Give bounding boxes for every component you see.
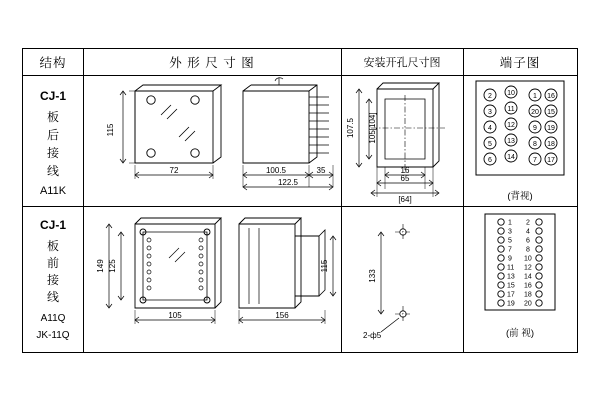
svg-text:14: 14 xyxy=(524,273,532,281)
row2-model: CJ-1 xyxy=(39,218,66,232)
dim-35: 35 xyxy=(316,166,326,175)
row1-structure-cell xyxy=(23,75,83,206)
svg-text:18: 18 xyxy=(547,141,555,148)
svg-text:17: 17 xyxy=(547,157,555,164)
dim-105: 105 xyxy=(168,311,182,320)
svg-text:13: 13 xyxy=(507,273,515,281)
row1-char-0: 板 xyxy=(46,110,59,124)
row1-char-3: 线 xyxy=(46,164,59,178)
svg-text:17: 17 xyxy=(507,291,515,299)
svg-text:6: 6 xyxy=(526,237,530,245)
svg-text:9: 9 xyxy=(508,255,512,263)
svg-text:19: 19 xyxy=(547,125,555,132)
row1-code: A11K xyxy=(39,185,67,197)
svg-text:4: 4 xyxy=(526,228,530,236)
svg-text:7: 7 xyxy=(533,157,537,164)
svg-text:15: 15 xyxy=(547,109,555,116)
row1-outline-drawing xyxy=(83,75,341,206)
svg-text:13: 13 xyxy=(507,138,515,145)
dim-125: 125 xyxy=(108,259,117,273)
svg-text:6: 6 xyxy=(488,157,492,164)
row1-terminal-caption: (背视) xyxy=(507,191,533,202)
row2-structure-cell xyxy=(23,206,83,352)
svg-text:16: 16 xyxy=(547,93,555,100)
svg-text:5: 5 xyxy=(488,141,492,148)
svg-text:11: 11 xyxy=(507,106,515,113)
svg-text:20: 20 xyxy=(531,109,539,116)
row2-char-3: 线 xyxy=(46,290,59,304)
dim-100-5: 100.5 xyxy=(265,166,287,175)
dimension-table xyxy=(22,48,578,353)
row2-code: A11Q xyxy=(40,313,66,324)
dim-156: 156 xyxy=(275,311,289,320)
row2-terminal-caption: (前 视) xyxy=(506,328,534,339)
row1-mounting-drawing xyxy=(341,75,463,206)
svg-text:1: 1 xyxy=(508,219,512,227)
svg-text:12: 12 xyxy=(507,122,515,129)
row2-mounting-drawing xyxy=(341,206,463,352)
header-terminal: 端子图 xyxy=(499,56,541,70)
svg-text:2: 2 xyxy=(526,219,530,227)
svg-text:12: 12 xyxy=(524,264,532,272)
svg-text:8: 8 xyxy=(526,246,530,254)
svg-text:18: 18 xyxy=(524,291,532,299)
dim-107-5: 107.5 xyxy=(346,117,355,139)
svg-text:16: 16 xyxy=(524,282,532,290)
dim-2-phi5: 2-ф5 xyxy=(363,331,382,340)
svg-text:15: 15 xyxy=(507,282,515,290)
svg-text:2: 2 xyxy=(488,93,492,100)
row2-char-0: 板 xyxy=(46,239,59,253)
svg-text:11: 11 xyxy=(507,264,515,272)
row2-outline-drawing xyxy=(83,206,341,352)
dim-115: 115 xyxy=(106,123,115,137)
row2-code2: JK-11Q xyxy=(36,330,70,341)
dim-16: 16 xyxy=(400,166,410,175)
svg-text:14: 14 xyxy=(507,154,515,161)
row1-terminal-diagram xyxy=(463,75,577,206)
svg-text:19: 19 xyxy=(507,300,515,308)
svg-text:1: 1 xyxy=(533,93,537,100)
svg-text:20: 20 xyxy=(524,300,532,308)
header-outline: 外 形 尺 寸 图 xyxy=(169,56,255,70)
svg-text:7: 7 xyxy=(508,246,512,254)
dim-64: [64] xyxy=(398,195,412,204)
header-mounting: 安装开孔尺寸图 xyxy=(363,57,441,69)
dim-133: 133 xyxy=(368,269,377,283)
svg-text:8: 8 xyxy=(533,141,537,148)
row2-terminal-diagram xyxy=(463,206,577,352)
svg-text:9: 9 xyxy=(533,125,537,132)
svg-text:3: 3 xyxy=(488,109,492,116)
dim-122-5: 122.5 xyxy=(277,178,299,187)
dim-105-104: 105[104] xyxy=(368,112,377,144)
svg-text:10: 10 xyxy=(524,255,532,263)
dim-72: 72 xyxy=(169,166,179,175)
row1-char-1: 后 xyxy=(46,128,59,142)
dim-115b: 115 xyxy=(320,259,329,273)
svg-text:3: 3 xyxy=(508,228,512,236)
row1-char-2: 接 xyxy=(46,146,59,160)
row2-char-1: 前 xyxy=(46,256,59,270)
svg-text:10: 10 xyxy=(507,90,515,97)
svg-text:4: 4 xyxy=(488,125,492,132)
row2-char-2: 接 xyxy=(46,273,59,287)
row1-model: CJ-1 xyxy=(39,89,66,103)
svg-text:5: 5 xyxy=(508,237,512,245)
dim-149: 149 xyxy=(96,259,105,273)
header-structure: 结构 xyxy=(39,56,67,70)
dim-65: 65 xyxy=(400,174,410,183)
